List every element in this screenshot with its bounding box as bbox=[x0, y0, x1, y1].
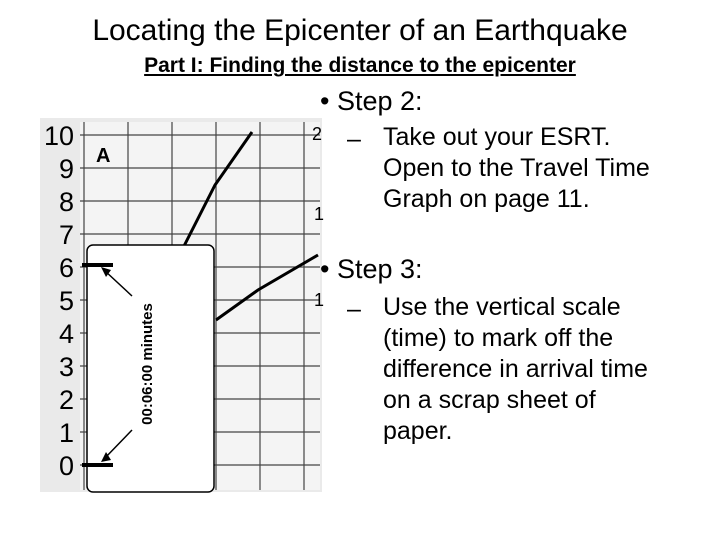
y-tick-label: 5 bbox=[58, 286, 74, 316]
y-tick-label: 8 bbox=[58, 187, 74, 217]
step-2-detail: Take out your ESRT. Open to the Travel Time Graph on page 11. bbox=[383, 123, 650, 213]
y-tick-label: 0 bbox=[58, 451, 74, 481]
right-edge-label: 1 bbox=[314, 290, 325, 310]
step-3-detail: Use the vertical scale (time) to mark off the difference in arrival time on a scrap sheet of paper. bbox=[383, 293, 648, 445]
y-tick-label: 10 bbox=[43, 121, 74, 151]
y-tick-label: 3 bbox=[58, 352, 74, 382]
right-edge-label: 2 bbox=[312, 124, 323, 144]
y-tick-label: 9 bbox=[58, 154, 74, 184]
scrap-paper-time-label: 00:06:00 minutes bbox=[139, 303, 156, 425]
y-tick-label: 2 bbox=[58, 385, 74, 415]
y-tick-label: 6 bbox=[58, 253, 74, 283]
y-tick-label: 1 bbox=[58, 418, 74, 448]
y-tick-label: 7 bbox=[58, 220, 74, 250]
slide-subtitle: Part I: Finding the distance to the epicenter bbox=[144, 54, 576, 77]
right-edge-label: 1 bbox=[314, 204, 325, 224]
graph-corner-label: A bbox=[96, 145, 111, 167]
step-3-heading: • Step 3: bbox=[320, 254, 423, 284]
step-2-dash: – bbox=[347, 125, 361, 153]
slide-title: Locating the Epicenter of an Earthquake bbox=[92, 14, 628, 47]
step-2-heading: • Step 2: bbox=[320, 86, 423, 116]
step-3-dash: – bbox=[347, 295, 361, 323]
y-tick-label: 4 bbox=[58, 319, 74, 349]
